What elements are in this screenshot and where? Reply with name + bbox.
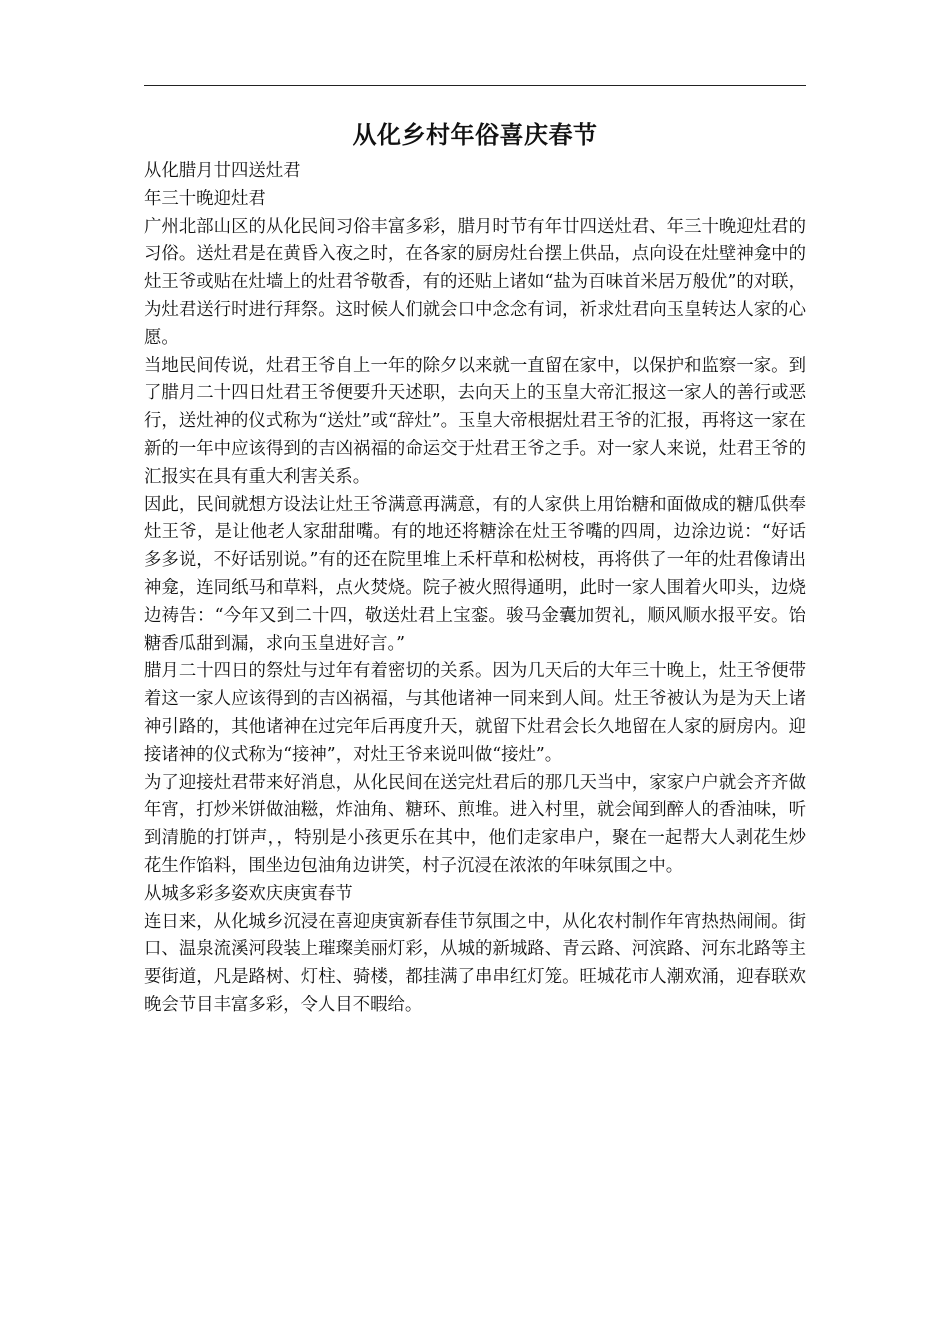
paragraph: 广州北部山区的从化民间习俗丰富多彩，腊月时节有年廿四送灶君、年三十晚迎灶君的习俗。送灶君是在黄昏入夜之时，在各家的厨房灶台摆上供品，点向设在灶壁神龛中的灶王爷或贴在灶墙上的灶君爷敬香，有的还贴上诸如“盐为百味首米居万般优”的对联，为灶君送行时进行拜祭。这时候人们就会口中念念有词，祈求灶君向玉皇转达人家的心愿。 (144, 216, 806, 348)
subheading-send-kitchen-god: 从化腊月廿四送灶君 (144, 161, 301, 181)
subheading-welcome-kitchen-god: 年三十晚迎灶君 (144, 188, 266, 209)
paragraph: 因此，民间就想方设法让灶王爷满意再满意，有的人家供上用饴糖和面做成的糖瓜供奉灶王爷，是让他老人家甜甜嘴。有的地还将糖涂在灶王爷嘴的四周，边涂边说：“好话多多说，不好话别说。”有的还在院里堆上禾杆草和松树枝，再将供了一年的灶君像请出神龛，连同纸马和草料，点火焚烧。院子被火照得通明，此时一家人围着火叩头，边烧边祷告：“今年又到二十四，敬送灶君上宝銮。骏马金囊加贺礼，顺风顺水报平安。饴糖香瓜甜到漏，求向玉皇进好言。” (144, 494, 806, 654)
paragraph: 为了迎接灶君带来好消息，从化民间在送完灶君后的那几天当中，家家户户就会齐齐做年宵，打炒米饼做油糍，炸油角、糖环、煎堆。进入村里，就会闻到醉人的香油味，听到清脆的打饼声，，特别是小孩更乐在其中，他们走家串户，聚在一起帮大人剥花生炒花生作馅料，围坐边包油角边讲笑，村子沉浸在浓浓的年味氛围之中。 (144, 772, 806, 876)
paragraph: 腊月二十四日的祭灶与过年有着密切的关系。因为几天后的大年三十晚上，灶王爷便带着这一家人应该得到的吉凶祸福，与其他诸神一同来到人间。灶王爷被认为是为天上诸神引路的，其他诸神在过完年后再度升天，就留下灶君会长久地留在人家的厨房内。迎接诸神的仪式称为“接神”，对灶王爷来说叫做“接灶”。 (144, 661, 806, 765)
header-rule (144, 85, 806, 86)
document-title: 从化乡村年俗喜庆春节 (352, 120, 598, 149)
paragraph: 当地民间传说，灶君王爷自上一年的除夕以来就一直留在家中，以保护和监察一家。到了腊月二十四日灶君王爷便要升天述职，去向天上的玉皇大帝汇报这一家人的善行或恶行，送灶神的仪式称为“送灶”或“辞灶”。玉皇大帝根据灶君王爷的汇报，再将这一家在新的一年中应该得到的吉凶祸福的命运交于灶君王爷之手。对一家人来说，灶君王爷的汇报实在具有重大利害关系。 (144, 355, 806, 487)
subheading-city-celebration: 从城多彩多姿欢庆庚寅春节 (144, 883, 353, 904)
paragraph: 连日来，从化城乡沉浸在喜迎庚寅新春佳节氛围之中，从化农村制作年宵热热闹闹。街口、温泉流溪河段装上璀璨美丽灯彩，从城的新城路、青云路、河滨路、河东北路等主要街道，凡是路树、灯柱、骑楼，都挂满了串串红灯笼。旺城花市人潮欢涌，迎春联欢晚会节目丰富多彩，令人目不暇给。 (144, 911, 806, 1015)
document-body (144, 158, 806, 1020)
